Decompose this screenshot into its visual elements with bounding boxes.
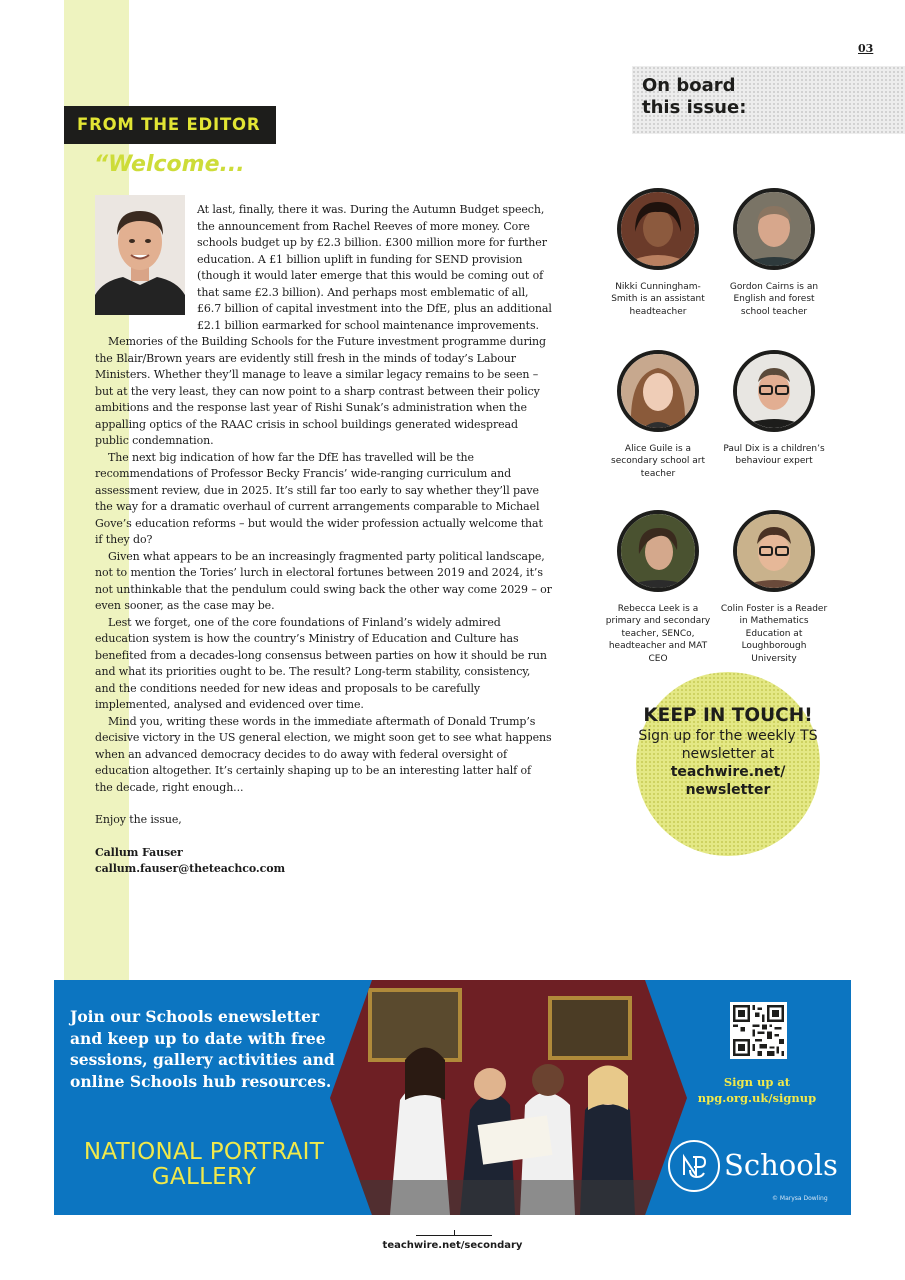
advert-photo [330, 980, 687, 1215]
avatar [733, 350, 815, 432]
avatar [733, 188, 815, 270]
signup-line: Sign up at [723, 1075, 791, 1089]
author-email[interactable]: callum.fauser@theteachco.com [95, 861, 286, 875]
section-label: FROM THE EDITOR [64, 106, 276, 144]
editorial-article [95, 202, 552, 877]
contributor-caption: Paul Dix is a children’s behaviour expert [723, 444, 825, 467]
gallery-name: NATIONAL PORTRAIT GALLERY [83, 1139, 325, 1190]
advert-headline: Join our Schools enewsletter and keep up to date with free sessions, gallery activities and online Schools hub resources. [70, 1007, 335, 1091]
footer-rule [416, 1235, 492, 1236]
page-number: 03 [858, 42, 874, 55]
article-paragraph: Memories of the Building Schools for the Future investment programme during the Blair/Brown years are evidently still fresh in the minds of today’s Labour Ministers. Whether they’ll manage to leave a similar legacy remains to be seen – but at the very least, they can now point to a sharp contrast between their policy ambitions and the response last year of Rishi Sunak’s administration when the appalling optics of the RAAC crisis in school buildings generated widespread public condemnation. [95, 335, 546, 447]
contributor-caption: Nikki Cunningham-Smith is an assistant headteacher [611, 282, 705, 317]
on-board-header [632, 66, 905, 134]
keep-in-touch-copy: Sign up for the weekly TS newsletter at [638, 728, 818, 762]
qr-code-icon[interactable] [730, 1002, 787, 1059]
footer-url[interactable]: teachwire.net/secondary [382, 1240, 523, 1251]
signup-url[interactable]: npg.org.uk/signup [697, 1091, 817, 1105]
newsletter-link[interactable]: teachwire.net/ newsletter [670, 764, 786, 798]
avatar [617, 188, 699, 270]
article-paragraph: The next big indication of how far the DfE has travelled will be the recommendations of Professor Becky Francis’ wide-ranging curriculum and assessment review, due in 2025. It’s still far too early to say whether they’ll pave the way for a dramatic overhaul of current arrangements comparable to Michael Gove’s education reforms – but would the wider profession actually welcome that if they do? [95, 450, 543, 546]
contributor-card [604, 350, 712, 480]
npg-logo-icon [668, 1140, 720, 1192]
contributor-card [604, 510, 712, 665]
keep-in-touch-text [636, 727, 820, 799]
avatar [733, 510, 815, 592]
signup-text[interactable] [684, 1074, 830, 1106]
keep-in-touch-badge [636, 672, 820, 856]
contributor-card [720, 510, 828, 665]
schools-wordmark: Schools [724, 1148, 838, 1182]
npg-advert[interactable] [54, 980, 851, 1215]
avatar [617, 350, 699, 432]
welcome-heading: “Welcome... [94, 152, 245, 177]
contributor-caption: Rebecca Leek is a primary and secondary teacher, SENCo, headteacher and MAT CEO [605, 604, 711, 664]
contributor-caption: Alice Guile is a secondary school art teacher [611, 444, 705, 479]
article-paragraph: Given what appears to be an increasingly fragmented party political landscape, not to mention the Tories’ lurch in electoral fortunes between 2019 and 2024, it’s not unthinkable that the pendulum could swing back the other way come 2029 – or even sooner, as the case may be. [95, 549, 552, 612]
contributor-card [720, 350, 828, 468]
author-name: Callum Fauser [95, 845, 183, 859]
contributor-card [604, 188, 712, 318]
keep-in-touch-title: KEEP IN TOUCH! [643, 705, 813, 726]
signoff: Enjoy the issue, [95, 813, 182, 826]
contributor-caption: Gordon Cairns is an English and forest school teacher [729, 282, 819, 317]
avatar [617, 510, 699, 592]
contributor-caption: Colin Foster is a Reader in Mathematics Education at Loughborough University [720, 604, 828, 664]
photo-credit: © Marysa Dowling [772, 1195, 828, 1202]
signature [95, 845, 552, 877]
article-paragraph: Mind you, writing these words in the immediate aftermath of Donald Trump’s decisive victory in the US general election, we might soon get to see what happens when an advanced democracy decides to do away with federal oversight of education altogether. It’s certainly shaping up to be an interesting latter half of the decade, right enough... [95, 714, 552, 794]
contributor-card [720, 188, 828, 318]
article-paragraph: Lest we forget, one of the core foundations of Finland’s widely admired education system is how the country’s Ministry of Education and Culture has benefited from a decades-long consensus between parties on how it should be run and what its priorities ought to be. The result? Long-term stability, consistency, and the conditions needed for new ideas and proposals to be carefully implemented, analysed and evidenced over time. [95, 615, 547, 711]
article-paragraph: At last, finally, there it was. During the Autumn Budget speech, the announcement from Rachel Reeves of more money. Core schools budget up by £2.3 billion. £300 million more for further education. A £1 billion uplift in funding for SEND provision (though it would later emerge that this would be coming out of that same £2.3 billion). And perhaps most emblematic of all, £6.7 billion of capital investment into the DfE, plus an additional £2.1 billion earmarked for school maintenance improvements. [197, 203, 552, 332]
on-board-title: On board this issue: [642, 75, 747, 118]
